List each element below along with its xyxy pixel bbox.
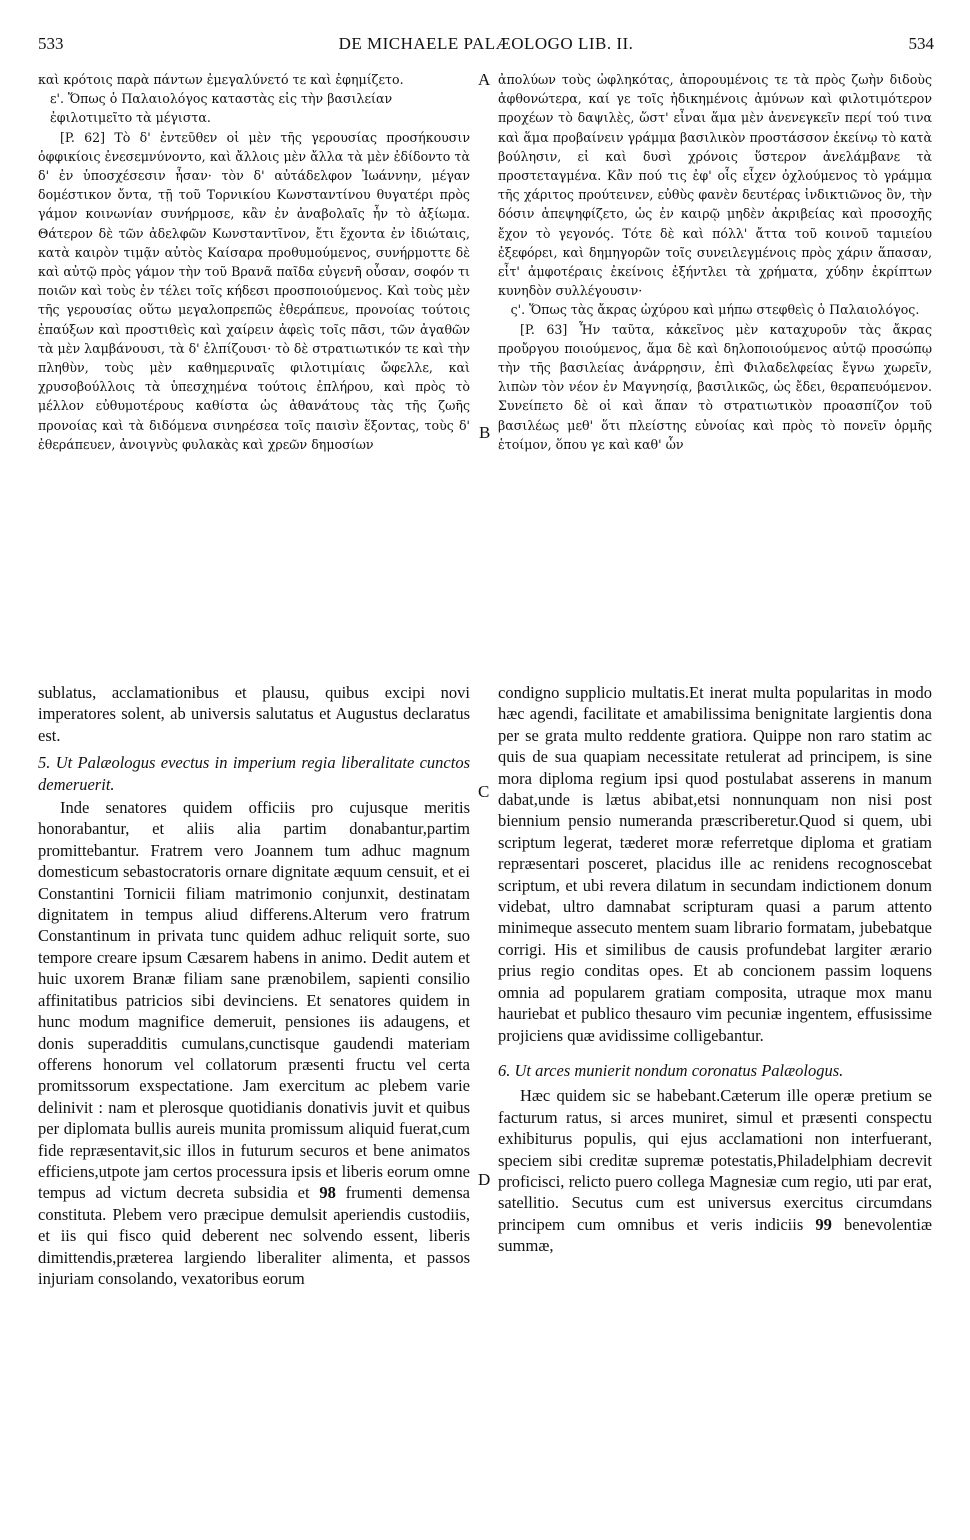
latin-left-paragraph-1: sublatus, acclamationibus et plausu, quibus excipi novi imperatores solent, ab universis salutatus et Augustus declaratus est. (38, 683, 470, 745)
latin-column-left (38, 682, 470, 1289)
running-title: DE MICHAELE PALÆOLOGO LIB. II. (338, 34, 634, 53)
latin-left-text-a: Inde senatores quidem officiis pro cujusque meritis honorabantur, et aliis alia partim donabantur,partim promittebantur. Fratrem vero Joannem tum adhuc magnum domesticum sebastocratoris ornare dignitate æquum censuit, et ei Constantini Tornicii filiam matrimonio conjunxit, destinatam dignitatem in tempus aliud differens.Alterum vero fratrum Constantinum in privata tunc quidem adhuc reliquit sorte, suo tempore creare ipsum Cæsarem habens in animo. Dedit autem et huic uxorem Branæ filiam sane prænobilem, sapienti consilio affinitatibus patricios sibi devinciens. Et senatores quidem in hunc modum magnifice demeruit, pensiones iis adaugens, et donis superadditis cumulans,cunctisque gaudendi materiam offerens honorum vel collatorum præsenti fructu vel certa promitssorum exspectatione. Jam exercitum ac plebem varie delinivit : nam et plerosque quotidianis donativis juvit et quibus per diplomata bullis aureis munita promissum aliquid fuerat,cum fide repræsentavit,sic illos in futurum securos et bene animatos efficiens,utpote jam certos processura ipsis et liberis eorum omne tempus ad victum decreta subsidia et (38, 798, 470, 1203)
latin-left-text-b: frumenti demensa constituta. Plebem vero præcipue demulsit aperiendis custodiis, et iis qui fisco quid deberent nec solvendo essent, liberis dimittendis,præterea largiendo liberaliter alimenta, et passos injuriam consolando, vexatoribus eorum (38, 1183, 470, 1288)
greek-right-paragraph-1: ἀπολύων τοὺς ὠφληκότας, ἀπορουμένοις τε τὰ πρὸς ζωὴν διδοὺς ἀφθονώτερα, καί γε τοῖς ἠδικημένοις ἀμύνων καὶ φιλοτιμότερον προχέων τὸ δαψιλὲς, ὥστ' εἶναι ἅμα μὲν ἀνενεγκεῖν περί τού τινα καὶ ἅμα προβαίνειν γράμμα βασιλικὸν προστάσσον ἐκείνῳ τὸ κατὰ βούλησιν, εἰ καὶ δυσὶ χρόνοις ὕστερον ἀνελάμβανε τὰ προστεταγμένα. Κἂν πού τις ἐφ' οἷς εἶχεν ὀχλούμενος τὸ γράμμα τῆς χάριτος προύτεινεν, εὐθὺς φανὲν δευτέρας ἰνδικτιῶνος ὂν, τὴν δόσιν ἀπεψηφίζετο, ὡς ἐν καιρῷ μηδὲν ἀκριβείας καὶ προσοχῆς ἔχον τὸ γεγονός. Τότε δὲ καὶ πόλλ' ἄττα τοῦ κοινοῦ ταμιείου ἐξεφόρει, καὶ δημηγορῶν τοῖς συνειλεγμένοις πρὸς χάριν ἅπασαν, εἶτ' ἀμφοτέραις ἐκείνοις ἐξήντλει τὰ χρήματα, χύδην ἐκρίπτων κυνηδὸν συλλέγουσιν· (498, 72, 932, 299)
latin-right-text-b: benevolentiæ summæ, (498, 1214, 932, 1256)
latin-left-section-heading: 5. Ut Palæologus evectus in imperium regia liberalitate cunctos demeruerit. (38, 753, 470, 794)
greek-column-right (498, 70, 932, 454)
margin-marker-c: C (478, 782, 490, 801)
margin-marker-b: B (479, 423, 491, 442)
page-ref-98: 98 (319, 1183, 336, 1203)
greek-column-left (38, 70, 470, 454)
latin-right-paragraph-1: condigno supplicio multatis.Et inerat multa popularitas in modo hæc agendi, facilitate et amabilissima benignitate largientis dona per se grata multo reddente gratiora. Quippe non raro statim ac quis de sua quapiam necessitate retulerat ad principem, is sine mora diploma regium ipsi quod postulabat asserens in manum dabat,unde is lætus abibat,etsi nonnunquam non nisi post biennium pensio numeranda præscriberetur.Quod si quem, ubi scriptum legerat, tæderet moræ referretque diploma et gratiam repræsentari posceret, placidus ille ac renidens recognoscebat scriptum, et ubi revera dilatum in secundam indictionem donum videbat, ultro damnabat scripturam quasi a parum attento minimeque assecuto mentem suam librario formatam, jubebatque corrigi. His et similibus de causis profundebat largiter ærario prius regio conditas opes. Et ab concionem passim loquens omnia ad popularem gratiam composita, utraque mox manu hauriebat et publico thesauro vim pecuniæ ingentem, effusissime projiciens quæ avidissime colligebantur. (498, 683, 932, 1045)
latin-left-paragraph-2 (38, 797, 470, 1289)
page-number-right: 534 (908, 34, 934, 53)
latin-right-paragraph-2 (498, 1085, 932, 1256)
margin-marker-d: D (478, 1170, 491, 1189)
margin-marker-a: A (478, 70, 491, 89)
running-header (38, 34, 934, 58)
page-number-left: 533 (38, 34, 64, 53)
greek-left-section-heading: ε'. Ὅπως ὁ Παλαιολόγος καταστὰς εἰς τὴν βασιλείαν ἐφιλοτιμεῖτο τὰ μέγιστα. (50, 91, 393, 126)
page-ref-99: 99 (815, 1214, 832, 1234)
greek-right-section-heading: ς'. Ὅπως τὰς ἄκρας ὠχύρου καὶ μήπω στεφθεὶς ὁ Παλαιολόγος. (510, 302, 920, 318)
greek-left-paragraph-2: [P. 62] Τὸ δ' ἐντεῦθεν οἱ μὲν τῆς γερουσίας προσήκουσιν ὀφφικίοις ἐνεσεμνύνοντο, καὶ ἄλλοις μὲν ἄλλα τὰ μὲν ἐδίδοντο τὰ δ' ἐν ὑποσχέσεσιν ἦσαν· τὸν δ' αὐτάδελφον Ἰωάννην, μέγαν δομέστικον ὄντα, τῇ τοῦ Τορνικίου Κωνσταντίνου θυγατέρι πρὸς γάμον κοινωνίαν συνήρμοσε, κἂν ἐν ἀναβολαῖς ἦν τὸ ἀξίωμα. Θάτερον δὲ τῶν ἀδελφῶν Κωνσταντῖνον, ἔτι ἔχοντα ἐν ἰδιώταις, κατὰ καιρὸν τιμᾷν αὐτὸς Καίσαρα προθυμούμενος, συνήρμοττε δὲ καὶ αὐτῷ πρὸς γάμον τὴν τοῦ Βρανᾶ παῖδα εὐγενῆ οὖσαν, σοφόν τι ποιῶν καὶ τοὺς ἐν τέλει τοῖς κήδεσι προσποιούμενος. Καὶ τοὺς μὲν τῆς γερουσίας οὕτω μεγαλοπρεπῶς ἐθεράπευε, προνοίας τούτοις ἐπαύξων καὶ προστιθεὶς καὶ χαίρειν ἀφεὶς τοῖς πᾶσι, τῶν ἀγαθῶν τὰ μὲν λαμβάνουσι, τὰ δ' ἐλπίζουσι· τὸ δὲ στρατιωτικόν τε καὶ τὴν πληθὺν, τοὺς μὲν καθημεριναῖς φιλοτιμίαις ὤφελλε, καὶ χρυσοβούλλοις τὰ ὑπεσχημένα τούτοις ἐπλήρου, καὶ πρὸς τὸ μέλλον εὐθυμοτέρους καθίστα ὡς ἀθανάτους τὰς τῆς ζωῆς προνοίας καὶ τὰ διδόμενα σινηρέσεα τοῖς παισὶν ἕξοντας, τοὺς δ' ἐθεράπευεν, ἀνοιγνὺς φυλακὰς καὶ χρεῶν δημοσίων (38, 129, 470, 452)
latin-column-right (498, 682, 932, 1257)
latin-right-section-heading: 6. Ut arces munierit nondum coronatus Palæologus. (498, 1060, 844, 1080)
latin-right-text-a: Hæc quidem sic se habebant.Cæterum ille operæ pretium se facturum ratus, si arces muniret, simul et præsenti conspectu exhibiturus populis, qui ejus acclamationi non interfuerant, speciem sibi creditæ supremæ potestatis,Philadelphiam decrevit proficisci, relicto puero collega Magnesiæ cum regio, uti par erat, satellitio. Secutus cum est universus exercitus circumdans principem cum omnibus et veris indiciis (498, 1086, 932, 1234)
greek-left-paragraph-1: καὶ κρότοις παρὰ πάντων ἐμεγαλύνετό τε καὶ ἐφημίζετο. (38, 72, 404, 87)
greek-right-paragraph-2: [P. 63] Ἦν ταῦτα, κἀκεῖνος μὲν καταχυροῦν τὰς ἄκρας προὔργου ποιούμενος, ἅμα δὲ καὶ δηλοποιούμενος αὐτῷ προσώπῳ τὴν τῆς βασιλείας ἀνάρρησιν, ἐπὶ Φιλαδελφείας ἔγνω χωρεῖν, λιπὼν τὸν νέον ἐν Μαγνησίᾳ, βασιλικῶς, ὡς ἔδει, θεραπευόμενον. Συνείπετο δὲ οἱ καὶ ἅπαν τὸ στρατιωτικὸν προασπίζον τοῦ βασιλέως μεθ' ὅτι πλείστης εὐνοίας καὶ πρὸς τὸ πονεῖν ὁρμῆς ἑτοίμον, ὅπου γε καὶ καθ' ὧν (498, 321, 932, 452)
